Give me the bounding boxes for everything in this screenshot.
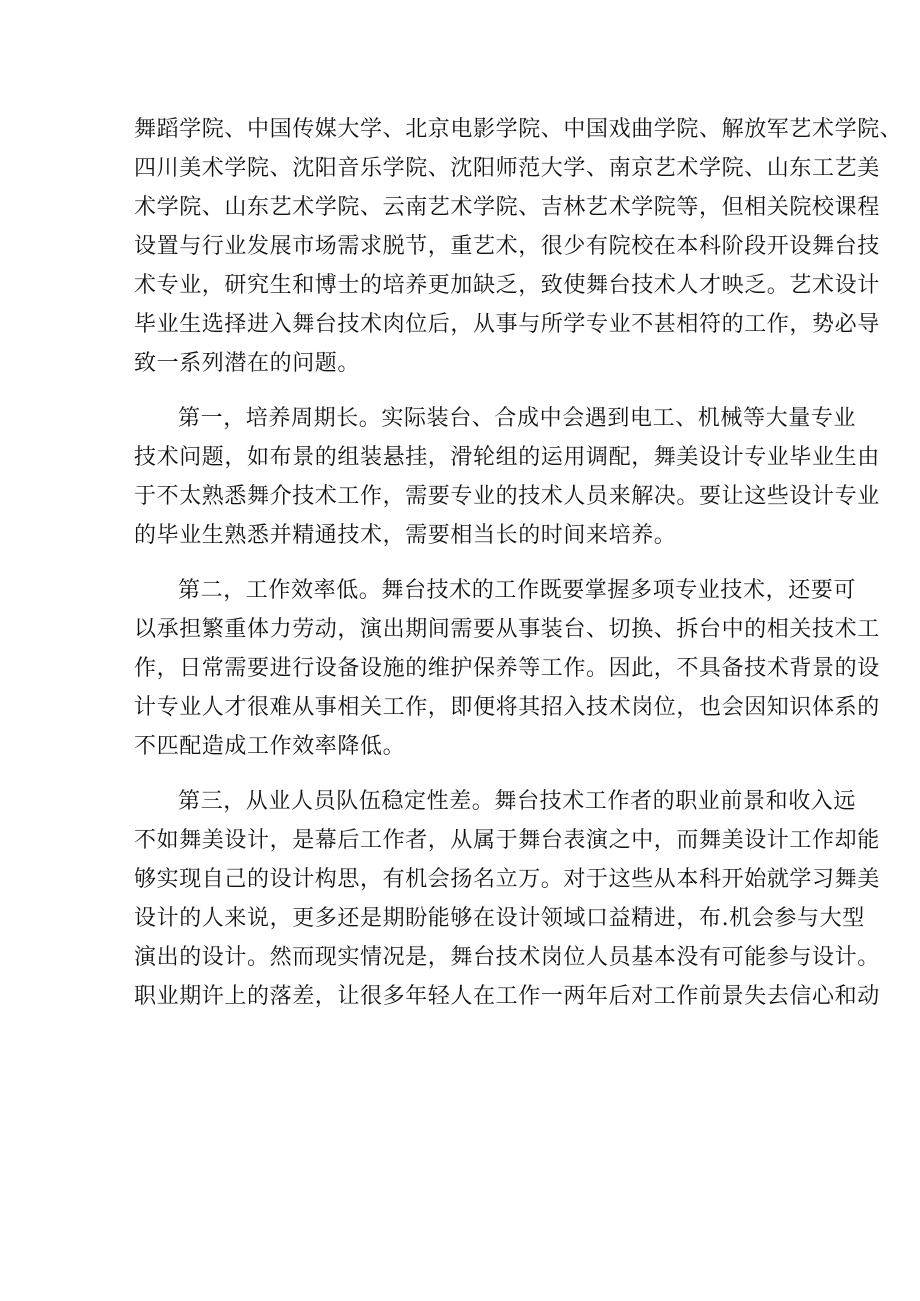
text-line: 职业期许上的落差，让很多年轻人在工作一两年后对工作前景失去信心和动 bbox=[134, 984, 880, 1009]
text-line: 够实现自己的设计构思，有机会扬名立万。对于这些从本科开始就学习舞美 bbox=[134, 867, 880, 892]
text-line: 舞蹈学院、中国传媒大学、北京电影学院、中国戏曲学院、解放军艺术学院、 bbox=[134, 117, 903, 142]
text-line: 致一系列潜在的问题。 bbox=[134, 351, 361, 376]
paragraph-continuation bbox=[134, 110, 903, 383]
text-line: 四川美术学院、沈阳音乐学院、沈阳师范大学、南京艺术学院、山东工艺美 bbox=[134, 156, 880, 181]
text-line: 第二，工作效率低。舞台技术的工作既要掌握多项专业技术，还要可 bbox=[178, 578, 857, 603]
document-body bbox=[134, 110, 903, 1016]
text-line: 设置与行业发展市场需求脱节，重艺术，很少有院校在本科阶段开设舞台技 bbox=[134, 234, 880, 259]
text-line: 第一，培养周期长。实际装台、合成中会遇到电工、机械等大量专业 bbox=[178, 406, 857, 431]
text-line: 第三，从业人员队伍稳定性差。舞台技术工作者的职业前景和收入远 bbox=[178, 789, 857, 814]
paragraph-first bbox=[134, 399, 880, 555]
text-line: 技术问题，如布景的组装悬挂，滑轮组的运用调配，舞美设计专业毕业生由 bbox=[134, 445, 880, 470]
text-line: 以承担繁重体力劳动，演出期间需要从事装台、切换、拆台中的相关技术工 bbox=[134, 617, 880, 642]
text-line: 作，日常需要进行设备设施的维护保养等工作。因此，不具备技术背景的设 bbox=[134, 656, 880, 681]
paragraph-third bbox=[134, 782, 880, 1016]
paragraph-spacer bbox=[134, 555, 790, 571]
text-line: 毕业生选择进入舞台技术肉位后，从事与所学专业不甚相符的工作，势必导 bbox=[134, 312, 880, 337]
text-line: 术专业，研究生和博士的培养更加缺乏，致使舞台技术人才映乏。艺术设计 bbox=[134, 273, 880, 298]
paragraph-spacer bbox=[134, 383, 790, 399]
text-line: 于不太熟悉舞介技术工作，需要专业的技术人员来解决。要让这些设计专业 bbox=[134, 484, 880, 509]
paragraph-second bbox=[134, 571, 880, 766]
text-line: 术学院、山东艺术学院、云南艺术学院、吉林艺术学院等，但相关院校课程 bbox=[134, 195, 880, 220]
text-line: 演出的设计。然而现实情况是，舞台技术岗位人员基本没有可能参与设计。 bbox=[134, 945, 880, 970]
text-line: 计专业人才很难从事相关工作，即便将其招入技术岗位，也会因知识体系的 bbox=[134, 695, 880, 720]
text-line: 设计的人来说，更多还是期盼能够在设计领域口益精进，布.机会参与大型 bbox=[134, 906, 865, 931]
text-line: 不匹配造成工作效率降低。 bbox=[134, 734, 406, 759]
text-line: 不如舞美设计，是幕后工作者，从属于舞台表演之中，而舞美设计工作却能 bbox=[134, 828, 880, 853]
paragraph-spacer bbox=[134, 766, 790, 782]
text-line: 的毕业生熟悉并精通技术，需要相当长的时间来培养。 bbox=[134, 523, 677, 548]
